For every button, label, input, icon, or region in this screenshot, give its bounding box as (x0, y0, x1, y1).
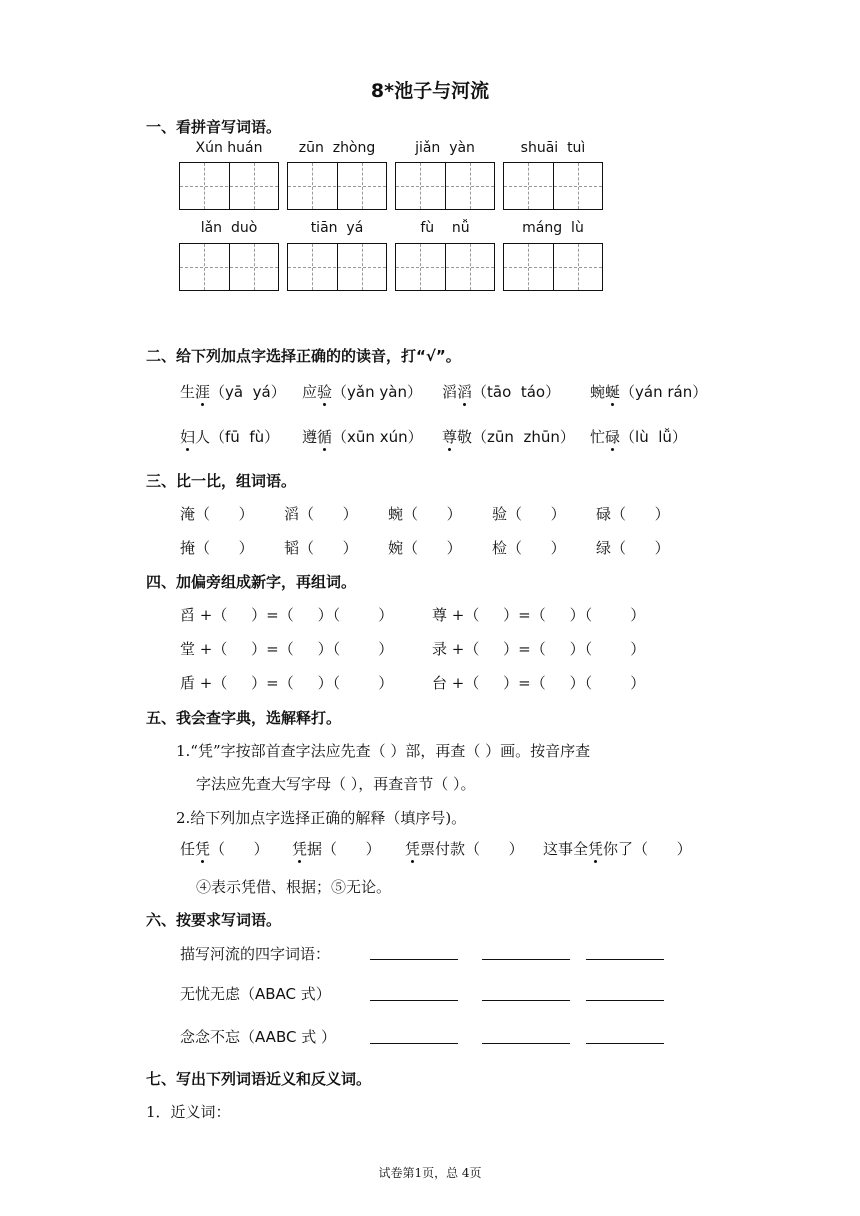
page-title: 8*池子与河流 (370, 80, 490, 102)
q3-item[interactable]: 碌（ ） (596, 505, 670, 523)
q7-line-1: 1．近义词： (146, 1103, 231, 1121)
section-3-heading: 三、比一比，组词语。 (146, 472, 297, 490)
q5-dotted-char: 凭 (588, 840, 604, 858)
pinyin-row-1 (179, 140, 609, 162)
q5-text: 任 (180, 840, 196, 858)
section-7-heading: 七、写出下列词语近义和反义词。 (146, 1070, 372, 1088)
writing-box[interactable] (179, 162, 279, 210)
q2-dotted-char: 涯 (195, 383, 211, 401)
q5-line-1: 1.“凭”字按部首查字法应先查（ ）部，再查（ ）画。按音序查 (176, 742, 591, 760)
q5-dotted-char: 凭 (195, 840, 211, 858)
q3-item[interactable]: 检（ ） (492, 539, 566, 557)
q5-line-3: 2.给下列加点字选择正确的解释（填序号)。 (176, 809, 467, 827)
q2-text: 应 (302, 383, 318, 401)
q5-line-2: 字法应先查大写字母（ ），再查音节（ ）。 (196, 775, 476, 793)
pinyin-1-4: shuāi tuì (520, 140, 586, 156)
q5-item (292, 838, 381, 859)
pinyin-2-4: máng lù (522, 220, 584, 236)
q2-dotted-char: 循 (317, 428, 333, 446)
q3-item[interactable]: 滔（ ） (284, 505, 358, 523)
q2-text: 生 (180, 383, 196, 401)
q4-item[interactable]: 台 +（ ）=（ ）（ ） (432, 674, 646, 692)
q5-item (543, 838, 692, 859)
pinyin-2-1: lǎn duò (200, 220, 258, 236)
q5-answer[interactable]: （ ） (210, 840, 269, 858)
q2-options[interactable]: （yǎn yàn） (332, 383, 422, 401)
q6-row-1 (180, 943, 330, 964)
q6-label: 念念不忘（AABC 式 ） (180, 1028, 336, 1046)
pinyin-row-2 (179, 220, 609, 242)
pinyin-2-3: fù nǚ (420, 220, 470, 236)
answer-blank[interactable] (482, 945, 570, 960)
q2-options[interactable]: 人（fū fù） (195, 428, 280, 446)
section-1-heading: 一、看拼音写词语。 (146, 118, 282, 136)
writing-box[interactable] (503, 162, 603, 210)
q5-item (180, 838, 269, 859)
q2-text: 遵 (302, 428, 318, 446)
q2-text: 蜿 (590, 383, 606, 401)
q3-item[interactable]: 韬（ ） (284, 539, 358, 557)
answer-blank[interactable] (586, 1029, 664, 1044)
q2-item (180, 381, 286, 402)
q3-item[interactable]: 验（ ） (492, 505, 566, 523)
q4-item[interactable]: 尊 +（ ）=（ ）（ ） (432, 606, 646, 624)
q4-item[interactable]: 录 +（ ）=（ ）（ ） (432, 640, 646, 658)
q2-options[interactable]: （tāo táo） (472, 383, 561, 401)
q3-item[interactable]: 婉（ ） (388, 539, 462, 557)
q2-text: 滔 (442, 383, 458, 401)
answer-blank[interactable] (370, 986, 458, 1001)
q4-item[interactable]: 堂 +（ ）=（ ）（ ） (180, 640, 394, 658)
answer-blank[interactable] (482, 1029, 570, 1044)
q3-item[interactable]: 绿（ ） (596, 539, 670, 557)
pinyin-2-2: tiān yá (310, 220, 364, 236)
answer-blank[interactable] (482, 986, 570, 1001)
q2-item (302, 381, 422, 402)
q2-item (442, 381, 560, 402)
q2-item (590, 381, 707, 402)
writing-box[interactable] (179, 243, 279, 291)
q4-item[interactable]: 盾 +（ ）=（ ）（ ） (180, 674, 394, 692)
writing-box[interactable] (287, 243, 387, 291)
q3-item[interactable]: 淹（ ） (180, 505, 254, 523)
answer-blank[interactable] (586, 945, 664, 960)
writing-box[interactable] (287, 162, 387, 210)
q5-line-5: ④表示凭借、根据；⑤无论。 (196, 878, 392, 896)
q5-text: 这事全 (543, 840, 589, 858)
writing-box[interactable] (395, 243, 495, 291)
q5-dotted-char: 凭 (405, 840, 421, 858)
q5-answer[interactable]: 票付款（ ） (420, 840, 524, 858)
q3-item[interactable]: 掩（ ） (180, 539, 254, 557)
section-2-heading: 二、给下列加点字选择正确的的读音，打“√”。 (146, 347, 461, 365)
writing-box[interactable] (503, 243, 603, 291)
q3-item[interactable]: 蜿（ ） (388, 505, 462, 523)
q6-label: 描写河流的四字词语： (180, 945, 331, 963)
q2-item (590, 426, 687, 447)
section-5-heading: 五、我会查字典，选解释打。 (146, 709, 342, 727)
q2-dotted-char: 验 (317, 383, 333, 401)
q6-label: 无忧无虑（ABAC 式） (180, 985, 331, 1003)
q6-row-2 (180, 983, 331, 1004)
q2-item (442, 426, 575, 447)
q2-dotted-char: 尊 (442, 428, 458, 446)
q6-row-3 (180, 1026, 336, 1047)
q2-item (302, 426, 423, 447)
q2-dotted-char: 滔 (457, 383, 473, 401)
pinyin-1-3: jiǎn yàn (415, 140, 475, 156)
pinyin-1-1: Xún huán (195, 140, 263, 156)
q5-dotted-char: 凭 (292, 840, 308, 858)
pinyin-1-2: zūn zhòng (298, 140, 376, 156)
q2-options[interactable]: （yā yá） (210, 383, 286, 401)
q2-text: 忙 (590, 428, 606, 446)
writing-box[interactable] (395, 162, 495, 210)
q2-item (180, 426, 279, 447)
page-footer: 试卷第1页，总 4页 (378, 1166, 482, 1180)
section-6-heading: 六、按要求写词语。 (146, 911, 282, 929)
q2-options[interactable]: （yán rán） (620, 383, 708, 401)
answer-blank[interactable] (586, 986, 664, 1001)
q2-options[interactable]: 敬（zūn zhūn） (457, 428, 575, 446)
q2-options[interactable]: （xūn xún） (332, 428, 423, 446)
section-4-heading: 四、加偏旁组成新字，再组词。 (146, 573, 357, 591)
q5-answer[interactable]: 据（ ） (307, 840, 381, 858)
q5-item (405, 838, 524, 859)
answer-blank[interactable] (370, 945, 458, 960)
q5-answer[interactable]: 你了（ ） (603, 840, 692, 858)
q2-options[interactable]: （lù lǚ） (620, 428, 687, 446)
q2-dotted-char: 妇 (180, 428, 196, 446)
answer-blank[interactable] (370, 1029, 458, 1044)
q2-dotted-char: 碌 (605, 428, 621, 446)
q2-dotted-char: 蜒 (605, 383, 621, 401)
q4-item[interactable]: 舀 +（ ）=（ ）（ ） (180, 606, 394, 624)
